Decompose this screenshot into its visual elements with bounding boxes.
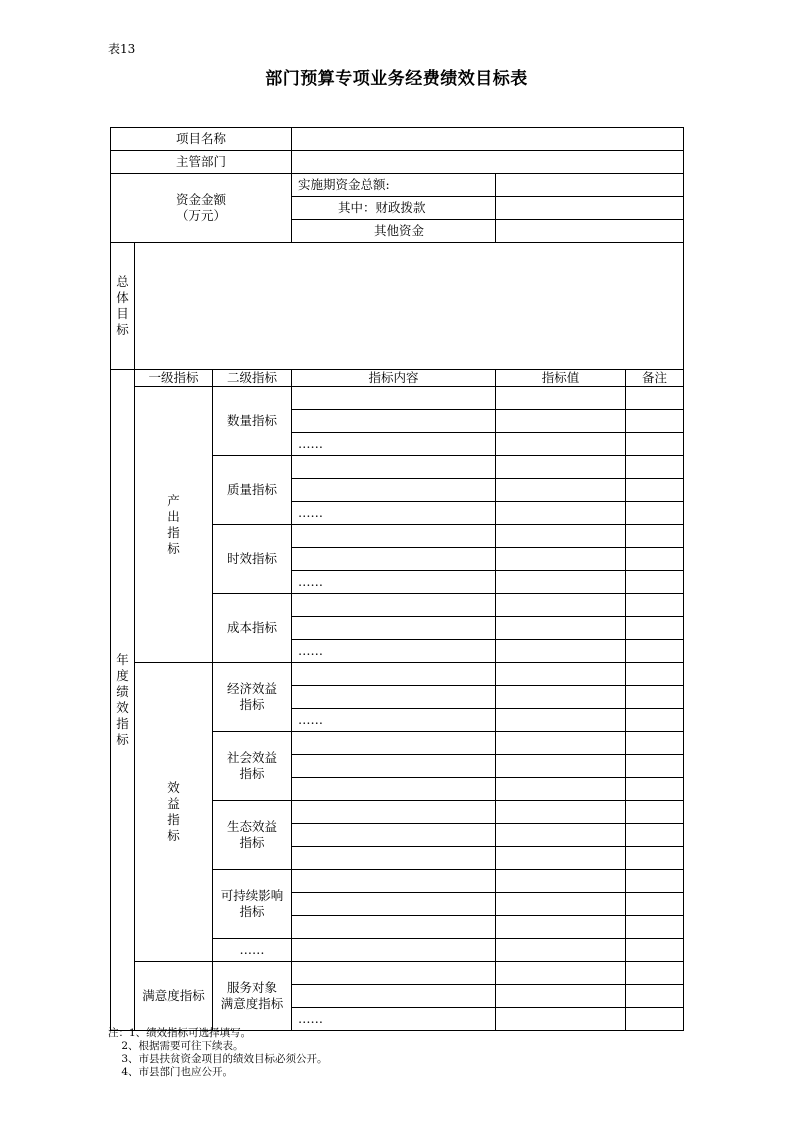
overall-goal-field[interactable] — [135, 243, 684, 370]
value-cell[interactable] — [496, 824, 626, 847]
overall-goal-char: 总 — [116, 274, 129, 289]
value-cell[interactable] — [496, 663, 626, 686]
annual-goal-char: 标 — [116, 732, 129, 747]
remark-cell[interactable] — [626, 548, 684, 571]
content-cell[interactable] — [292, 801, 496, 824]
footnote-line: 注：1、绩效指标可选择填写。 — [108, 1027, 252, 1039]
other-fund-field[interactable] — [496, 220, 684, 243]
benefit-ellipsis-label: …… — [213, 939, 292, 962]
benefit-char: 效 — [167, 780, 180, 795]
total-fund-field[interactable] — [496, 174, 684, 197]
service-satisfaction-label — [213, 962, 292, 1031]
remark-cell[interactable] — [626, 893, 684, 916]
output-char: 出 — [167, 508, 180, 524]
content-cell[interactable] — [292, 755, 496, 778]
fiscal-fund-label: 其中：财政拨款 — [292, 197, 496, 220]
content-cell[interactable] — [292, 985, 496, 1008]
remark-cell[interactable] — [626, 640, 684, 663]
overall-goal-label — [111, 243, 135, 370]
remark-cell[interactable] — [626, 410, 684, 433]
remark-cell[interactable] — [626, 502, 684, 525]
value-cell[interactable] — [496, 640, 626, 663]
content-cell[interactable] — [292, 847, 496, 870]
value-cell[interactable] — [496, 1008, 626, 1031]
other-fund-label: 其他资金 — [292, 220, 496, 243]
ellipsis-cell[interactable]: …… — [292, 1008, 496, 1031]
value-cell[interactable] — [496, 525, 626, 548]
remark-cell[interactable] — [626, 732, 684, 755]
value-cell[interactable] — [496, 456, 626, 479]
remark-cell[interactable] — [626, 1008, 684, 1031]
remark-cell[interactable] — [626, 594, 684, 617]
header-level1: 一级指标 — [135, 370, 213, 387]
content-cell[interactable] — [292, 962, 496, 985]
output-indicator-label — [135, 387, 213, 663]
value-cell[interactable] — [496, 479, 626, 502]
ellipsis-cell[interactable]: …… — [292, 709, 496, 732]
value-cell[interactable] — [496, 801, 626, 824]
annual-goal-label — [111, 370, 135, 1031]
content-cell[interactable] — [292, 939, 496, 962]
value-cell[interactable] — [496, 709, 626, 732]
remark-cell[interactable] — [626, 663, 684, 686]
value-cell[interactable] — [496, 778, 626, 801]
content-cell[interactable] — [292, 387, 496, 410]
remark-cell[interactable] — [626, 433, 684, 456]
total-fund-label: 实施期资金总额: — [292, 174, 496, 197]
header-content: 指标内容 — [292, 370, 496, 387]
department-row — [111, 151, 684, 174]
value-cell[interactable] — [496, 387, 626, 410]
value-cell[interactable] — [496, 433, 626, 456]
ellipsis-cell[interactable]: …… — [292, 502, 496, 525]
content-cell[interactable] — [292, 410, 496, 433]
remark-cell[interactable] — [626, 801, 684, 824]
remark-cell[interactable] — [626, 916, 684, 939]
indicator-row — [111, 387, 684, 410]
remark-cell[interactable] — [626, 778, 684, 801]
social-benefit-label — [213, 732, 292, 801]
sustainable-impact-line1: 可持续影响 — [220, 888, 284, 903]
value-cell[interactable] — [496, 686, 626, 709]
footnotes — [108, 1027, 328, 1079]
overall-goal-char: 标 — [116, 322, 129, 337]
benefit-char: 益 — [167, 796, 180, 811]
economic-benefit-line1: 经济效益 — [227, 681, 278, 696]
overall-goal-char: 体 — [116, 290, 129, 305]
content-cell[interactable] — [292, 617, 496, 640]
annual-goal-char: 度 — [116, 668, 129, 683]
content-cell[interactable] — [292, 732, 496, 755]
table-number: 表13 — [108, 42, 136, 56]
page-title: 部门预算专项业务经费绩效目标表 — [265, 69, 528, 89]
content-cell[interactable] — [292, 824, 496, 847]
economic-benefit-label — [213, 663, 292, 732]
ecological-benefit-line2: 指标 — [239, 835, 265, 850]
indicator-header-row — [111, 370, 684, 387]
content-cell[interactable] — [292, 456, 496, 479]
remark-cell[interactable] — [626, 985, 684, 1008]
remark-cell[interactable] — [626, 870, 684, 893]
overall-goal-char: 目 — [116, 306, 129, 321]
remark-cell[interactable] — [626, 525, 684, 548]
social-benefit-line2: 指标 — [239, 766, 265, 781]
content-cell[interactable] — [292, 870, 496, 893]
remark-cell[interactable] — [626, 847, 684, 870]
overall-goal-row — [111, 243, 684, 370]
social-benefit-line1: 社会效益 — [227, 750, 278, 765]
indicator-row — [111, 663, 684, 686]
cost-indicator-label: 成本指标 — [213, 594, 292, 663]
remark-cell[interactable] — [626, 387, 684, 410]
value-cell[interactable] — [496, 410, 626, 433]
value-cell[interactable] — [496, 916, 626, 939]
fund-amount-label-line1: 资金金额 — [176, 192, 227, 207]
value-cell[interactable] — [496, 732, 626, 755]
remark-cell[interactable] — [626, 686, 684, 709]
fund-amount-label — [111, 174, 292, 243]
remark-cell[interactable] — [626, 939, 684, 962]
content-cell[interactable] — [292, 525, 496, 548]
value-cell[interactable] — [496, 893, 626, 916]
content-cell[interactable] — [292, 479, 496, 502]
output-char: 产 — [167, 492, 180, 508]
department-field[interactable] — [292, 151, 684, 174]
remark-cell[interactable] — [626, 824, 684, 847]
footnote-line: 2、根据需要可往下续表。 — [108, 1040, 244, 1052]
satisfaction-indicator-label: 满意度指标 — [135, 962, 213, 1031]
performance-target-table — [110, 127, 684, 1031]
value-cell[interactable] — [496, 594, 626, 617]
remark-cell[interactable] — [626, 571, 684, 594]
economic-benefit-line2: 指标 — [239, 697, 265, 712]
service-satisfaction-line1: 服务对象 — [227, 980, 278, 995]
value-cell[interactable] — [496, 985, 626, 1008]
header-level2: 二级指标 — [213, 370, 292, 387]
project-name-field[interactable] — [292, 128, 684, 151]
content-cell[interactable] — [292, 686, 496, 709]
sustainable-impact-line2: 指标 — [239, 904, 265, 919]
quality-indicator-label: 质量指标 — [213, 456, 292, 525]
annual-goal-char: 指 — [116, 716, 129, 731]
value-cell[interactable] — [496, 617, 626, 640]
annual-goal-char: 绩 — [116, 684, 129, 699]
content-cell[interactable] — [292, 916, 496, 939]
content-cell[interactable] — [292, 548, 496, 571]
ellipsis-cell[interactable]: …… — [292, 640, 496, 663]
project-name-label: 项目名称 — [111, 128, 292, 151]
value-cell[interactable] — [496, 502, 626, 525]
ellipsis-cell[interactable]: …… — [292, 571, 496, 594]
ellipsis-cell[interactable]: …… — [292, 433, 496, 456]
footnote-line: 4、市县部门也应公开。 — [108, 1066, 234, 1078]
project-name-row — [111, 128, 684, 151]
ecological-benefit-label — [213, 801, 292, 870]
remark-cell[interactable] — [626, 456, 684, 479]
header-remark: 备注 — [626, 370, 684, 387]
sustainable-impact-label — [213, 870, 292, 939]
annual-goal-char: 效 — [116, 700, 129, 715]
indicator-row — [111, 962, 684, 985]
content-cell[interactable] — [292, 663, 496, 686]
output-char: 标 — [167, 540, 180, 556]
value-cell[interactable] — [496, 548, 626, 571]
remark-cell[interactable] — [626, 709, 684, 732]
value-cell[interactable] — [496, 870, 626, 893]
remark-cell[interactable] — [626, 962, 684, 985]
benefit-char: 标 — [167, 828, 180, 843]
department-label: 主管部门 — [111, 151, 292, 174]
annual-goal-char: 年 — [116, 652, 129, 667]
content-cell[interactable] — [292, 893, 496, 916]
ecological-benefit-line1: 生态效益 — [227, 819, 278, 834]
output-char: 指 — [167, 524, 180, 540]
fund-total-row — [111, 174, 684, 197]
value-cell[interactable] — [496, 571, 626, 594]
content-cell[interactable] — [292, 594, 496, 617]
service-satisfaction-line2: 满意度指标 — [220, 996, 284, 1011]
remark-cell[interactable] — [626, 479, 684, 502]
remark-cell[interactable] — [626, 755, 684, 778]
remark-cell[interactable] — [626, 617, 684, 640]
fund-amount-label-line2: （万元） — [176, 208, 227, 223]
value-cell[interactable] — [496, 962, 626, 985]
timeliness-indicator-label: 时效指标 — [213, 525, 292, 594]
benefit-char: 指 — [167, 812, 180, 827]
fiscal-fund-field[interactable] — [496, 197, 684, 220]
footnote-line: 3、市县扶贫资金项目的绩效目标必须公开。 — [108, 1053, 328, 1065]
content-cell[interactable] — [292, 778, 496, 801]
value-cell[interactable] — [496, 847, 626, 870]
value-cell[interactable] — [496, 939, 626, 962]
quantity-indicator-label: 数量指标 — [213, 387, 292, 456]
value-cell[interactable] — [496, 755, 626, 778]
benefit-indicator-label — [135, 663, 213, 962]
header-value: 指标值 — [496, 370, 626, 387]
